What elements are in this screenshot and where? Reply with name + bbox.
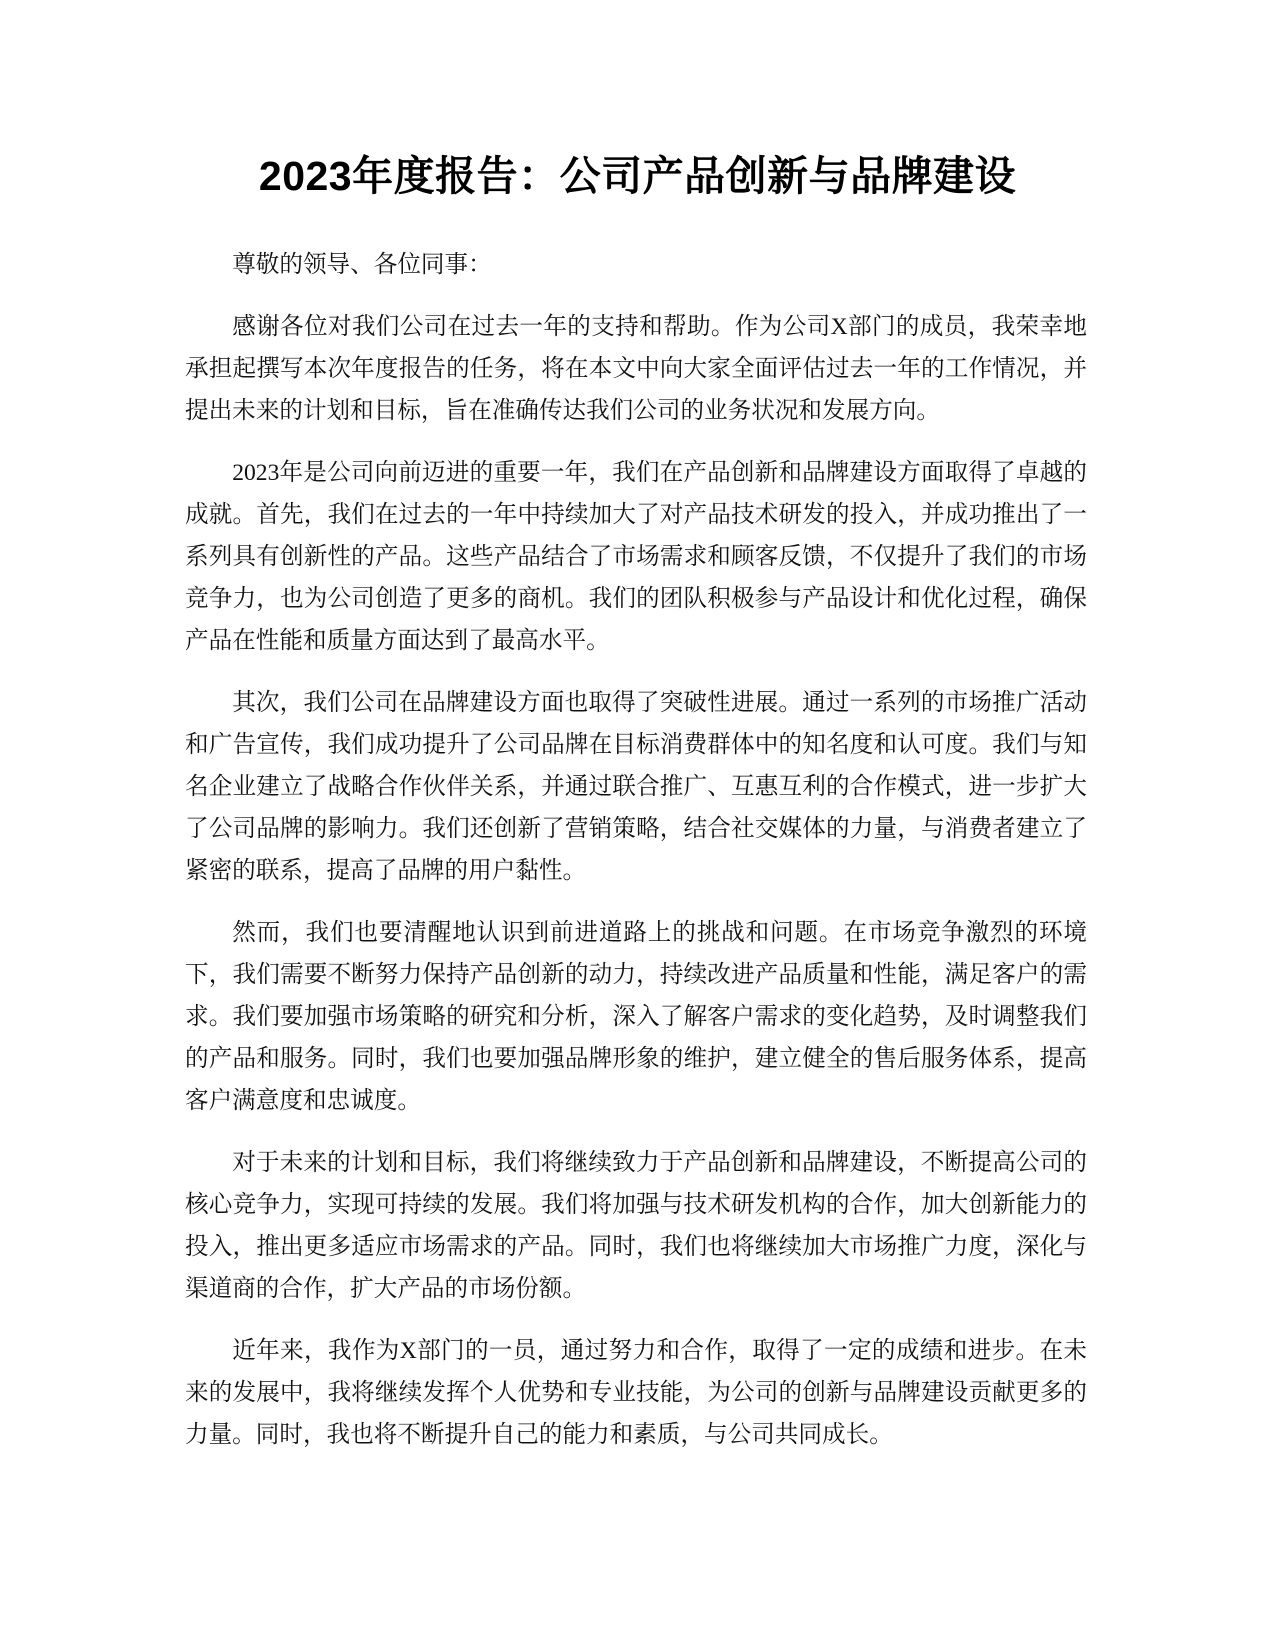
paragraph-1: 感谢各位对我们公司在过去一年的支持和帮助。作为公司X部门的成员，我荣幸地承担起撰写本次年度报告的任务，将在本文中向大家全面评估过去一年的工作情况，并提出未来的计划和目标，旨在准确传达我们公司的业务状况和发展方向。: [185, 314, 1087, 424]
salutation: 尊敬的领导、各位同事：: [232, 252, 492, 278]
document-body: [185, 244, 1087, 1476]
paragraph-4: 然而，我们也要清醒地认识到前进道路上的挑战和问题。在市场竞争激烈的环境下，我们需要不断努力保持产品创新的动力，持续改进产品质量和性能，满足客户的需求。我们要加强市场策略的研究和分析，深入了解客户需求的变化趋势，及时调整我们的产品和服务。同时，我们也要加强品牌形象的维护，建立健全的售后服务体系，提高客户满意度和忠诚度。: [185, 920, 1087, 1114]
paragraph-3: 其次，我们公司在品牌建设方面也取得了突破性进展。通过一系列的市场推广活动和广告宣传，我们成功提升了公司品牌在目标消费群体中的知名度和认可度。我们与知名企业建立了战略合作伙伴关系，并通过联合推广、互惠互利的合作模式，进一步扩大了公司品牌的影响力。我们还创新了营销策略，结合社交媒体的力量，与消费者建立了紧密的联系，提高了品牌的用户黏性。: [185, 690, 1087, 884]
document-title: 2023年度报告：公司产品创新与品牌建设: [258, 153, 1017, 199]
paragraph-5: 对于未来的计划和目标，我们将继续致力于产品创新和品牌建设，不断提高公司的核心竞争力，实现可持续的发展。我们将加强与技术研发机构的合作，加大创新能力的投入，推出更多适应市场需求的产品。同时，我们也将继续加大市场推广力度，深化与渠道商的合作，扩大产品的市场份额。: [185, 1150, 1087, 1302]
paragraph-2: 2023年是公司向前迈进的重要一年，我们在产品创新和品牌建设方面取得了卓越的成就。首先，我们在过去的一年中持续加大了对产品技术研发的投入，并成功推出了一系列具有创新性的产品。这些产品结合了市场需求和顾客反馈，不仅提升了我们的市场竞争力，也为公司创造了更多的商机。我们的团队积极参与产品设计和优化过程，确保产品在性能和质量方面达到了最高水平。: [185, 460, 1087, 654]
paragraph-6: 近年来，我作为X部门的一员，通过努力和合作，取得了一定的成绩和进步。在未来的发展中，我将继续发挥个人优势和专业技能，为公司的创新与品牌建设贡献更多的力量。同时，我也将不断提升自己的能力和素质，与公司共同成长。: [185, 1338, 1087, 1448]
